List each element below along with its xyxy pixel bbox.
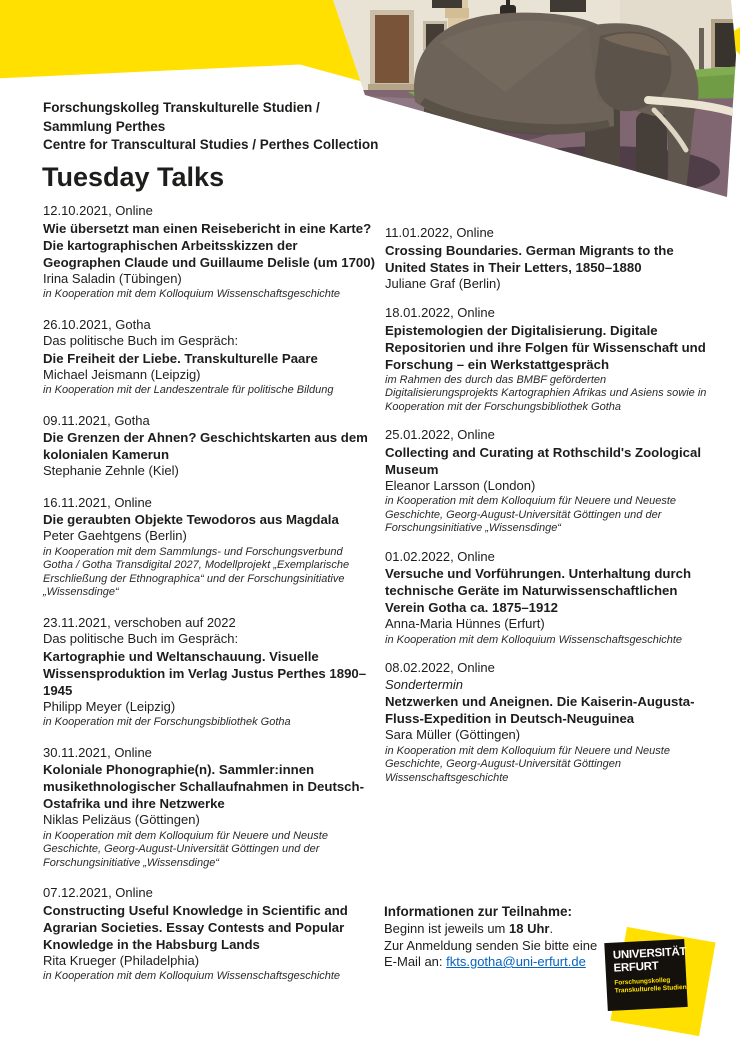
masthead <box>43 99 463 155</box>
talk-title: Kartographie und Weltanschauung. Visuelle Wissensproduktion im Verlag Justus Perthes 1890–1945 <box>43 648 367 698</box>
talk-title: Collecting and Curating at Rothschild's Zoological Museum <box>385 444 701 477</box>
talks-column-right <box>385 203 717 999</box>
talk-title: Epistemologien der Digitalisierung. Digitale Repositorien und ihre Folgen für Wissenschaft und Forschung – ein Werkstattgespräch <box>385 322 706 372</box>
talk-entry <box>43 413 375 480</box>
talk-date: 01.02.2022, Online <box>385 548 495 564</box>
masthead-line: Sammlung Perthes <box>43 118 166 134</box>
talk-date: 18.01.2022, Online <box>385 305 495 320</box>
talk-entry <box>43 615 375 730</box>
talk-date: 23.11.2021, verschoben auf 2022 <box>43 614 236 630</box>
talk-title: Versuche und Vorführungen. Unterhaltung durch technische Geräte im Naturwissenschaftlichen Verein Gotha ca. 1875–1912 <box>385 566 692 615</box>
logo-erfurt-text: ERFURT <box>613 959 659 975</box>
talk-title: Wie übersetzt man einen Reisebericht in eine Karte? Die kartographischen Arbeitsskizzen der Geographen Claude und Guillaume Delisle (um 1700) <box>43 220 375 270</box>
talk-cooperation-note: in Kooperation mit dem Kolloquium Wissenschaftsgeschichte <box>43 970 341 982</box>
talk-speaker: Michael Jeismann (Leipzig) <box>43 366 201 382</box>
talk-cooperation-note: in Kooperation mit dem Sammlungs- und Forschungsverbund Gotha / Gotha Transdigital 2027, Modellprojekt „Exemplarische Erschließung der Ethnographica“ und der Forschungsinitiative „Wissensdinge“ <box>43 545 350 598</box>
talk-entry <box>43 745 375 871</box>
talk-entry <box>43 317 375 398</box>
start-time-value: 18 Uhr <box>509 921 550 936</box>
talk-date: 25.01.2022, Online <box>385 427 495 442</box>
talk-entry <box>385 660 717 785</box>
talk-date: 12.10.2021, Online <box>43 203 153 218</box>
talk-speaker: Niklas Pelizäus (Göttingen) <box>43 812 200 827</box>
talk-speaker: Peter Gaehtgens (Berlin) <box>43 528 187 543</box>
talk-special-label: Sondertermin <box>385 676 464 692</box>
talk-speaker: Philipp Meyer (Leipzig) <box>43 698 176 714</box>
talk-cooperation-note: im Rahmen des durch das BMBF geförderten Digitalisierungsprojekts Kartographien Afrikas und Asiens sowie in Kooperation mit der Forschungsbibliothek Gotha <box>385 373 707 413</box>
info-start-time: Beginn ist jeweils um 18 Uhr. <box>384 921 554 936</box>
talk-title: Die Grenzen der Ahnen? Geschichtskarten aus dem kolonialen Kamerun <box>43 430 368 462</box>
talk-speaker: Anna-Maria Hünnes (Erfurt) <box>385 616 545 631</box>
talk-title: Crossing Boundaries. German Migrants to the United States in Their Letters, 1850–1880 <box>385 242 674 275</box>
talk-date: 07.12.2021, Online <box>43 885 153 900</box>
talk-title: Netzwerken und Aneignen. Die Kaiserin-Augusta-Fluss-Expedition in Deutsch-Neuguinea <box>385 694 695 726</box>
talks-columns <box>43 203 719 999</box>
talk-cooperation-note: in Kooperation mit dem Kolloquium für Neuere und Neueste Geschichte, Georg-August-Universität Göttingen und der Forschungsinitiative „Wissensdinge“ <box>385 495 677 534</box>
talk-entry <box>385 427 717 536</box>
email-link[interactable]: fkts.gotha@uni-erfurt.de <box>446 954 586 969</box>
talk-title: Die geraubten Objekte Tewodoros aus Magdala <box>43 512 339 527</box>
talk-series-label: Das politische Buch im Gespräch: <box>43 333 239 348</box>
talk-cooperation-note: in Kooperation mit dem Kolloquium Wissenschaftsgeschichte <box>43 288 341 300</box>
talk-date: 09.11.2021, Gotha <box>43 412 150 428</box>
talk-speaker: Sara Müller (Göttingen) <box>385 727 521 742</box>
talk-entry <box>385 305 717 414</box>
talk-entry <box>43 203 375 302</box>
talk-cooperation-note: in Kooperation mit der Landeszentrale für politische Bildung <box>43 384 334 396</box>
talk-date: 16.11.2021, Online <box>43 494 152 510</box>
talk-date: 11.01.2022, Online <box>385 225 494 240</box>
talk-title: Koloniale Phonographie(n). Sammler:innen musikethnologischer Schallaufnahmen in Deutsch-Ostafrika und ihre Netzwerke <box>43 762 364 811</box>
talk-date: 08.02.2022, Online <box>385 660 495 675</box>
info-email-line: E-Mail an: fkts.gotha@uni-erfurt.de <box>384 954 586 969</box>
logo-subtext: Forschungskolleg Transkulturelle Studien <box>614 976 687 995</box>
masthead-line: Forschungskolleg Transkulturelle Studien / <box>43 100 320 115</box>
talk-series-label: Das politische Buch im Gespräch: <box>43 631 239 646</box>
talk-entry <box>43 885 375 984</box>
logo-university-text: UNIVERSITÄT <box>612 945 687 962</box>
info-heading: Informationen zur Teilnahme: <box>384 904 573 919</box>
masthead-line: Centre for Transcultural Studies / Perthes Collection <box>43 137 379 152</box>
info-registration: Zur Anmeldung senden Sie bitte eine <box>384 937 598 953</box>
talk-entry <box>385 549 717 648</box>
page-title: Tuesday Talks <box>42 162 225 192</box>
talk-cooperation-note: in Kooperation mit dem Kolloquium für Neuere und Neuste Geschichte, Georg-August-Universität Göttingen Wissenschaftsgeschichte <box>385 744 670 784</box>
talk-title: Constructing Useful Knowledge in Scientific and Agrarian Societies. Essay Contests and Popular Knowledge in the Habsburg Lands <box>43 902 348 952</box>
talk-cooperation-note: in Kooperation mit dem Kolloquium für Neuere und Neuste Geschichte, Georg-August-Universität Göttingen und der Forschungsinitiative „Wissensdinge“ <box>43 829 328 869</box>
logo-black-box <box>604 939 687 1011</box>
talk-entry <box>43 495 375 600</box>
talk-speaker: Irina Saladin (Tübingen) <box>43 270 182 286</box>
talk-cooperation-note: in Kooperation mit dem Kolloquium Wissenschaftsgeschichte <box>385 633 683 646</box>
talk-speaker: Rita Krueger (Philadelphia) <box>43 952 200 968</box>
talk-speaker: Juliane Graf (Berlin) <box>385 275 501 291</box>
talk-speaker: Stephanie Zehnle (Kiel) <box>43 463 179 478</box>
talk-cooperation-note: in Kooperation mit der Forschungsbibliothek Gotha <box>43 716 291 728</box>
talk-title: Die Freiheit der Liebe. Transkulturelle Paare <box>43 350 318 366</box>
talk-date: 26.10.2021, Gotha <box>43 316 151 332</box>
talk-date: 30.11.2021, Online <box>43 744 152 760</box>
talk-entry <box>385 225 717 292</box>
university-erfurt-logo <box>596 930 728 1038</box>
talks-column-left <box>43 203 375 999</box>
talk-speaker: Eleanor Larsson (London) <box>385 477 536 493</box>
